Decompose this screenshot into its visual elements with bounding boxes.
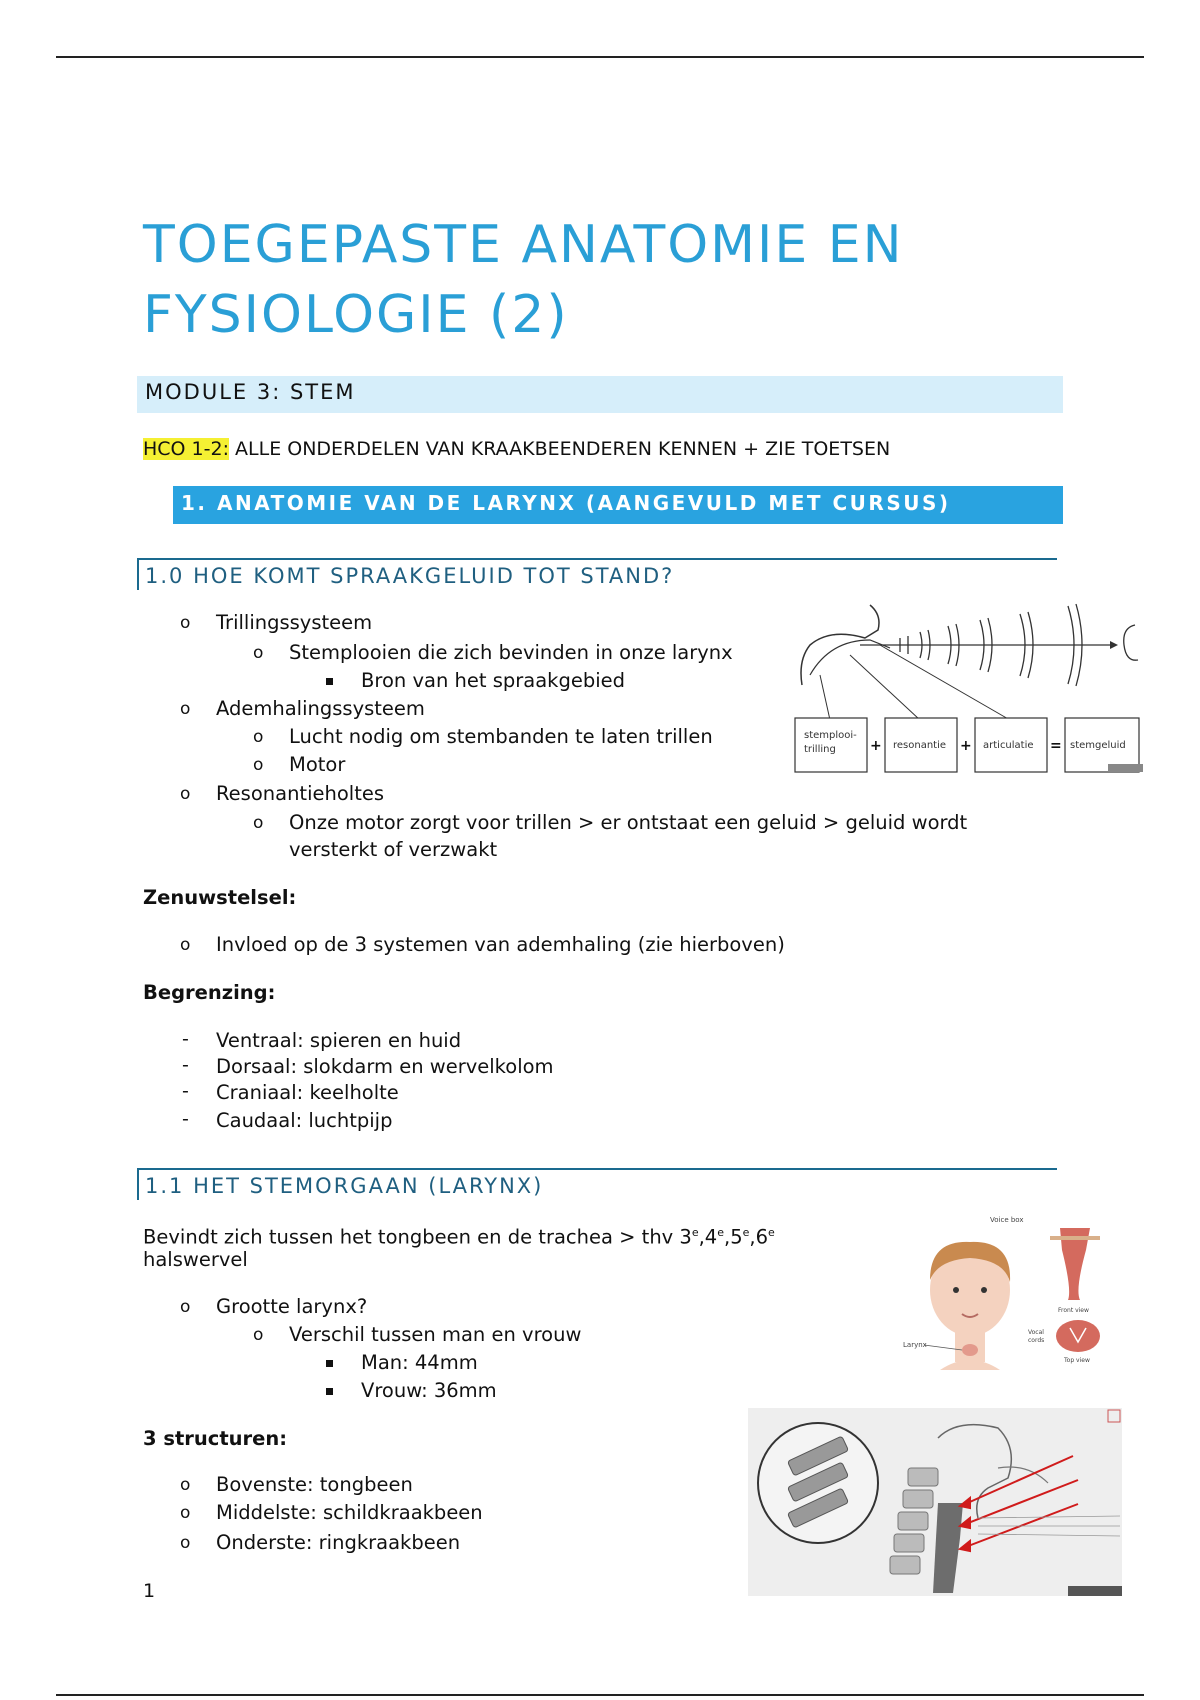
list-item: Man: 44mm <box>361 1351 478 1374</box>
begrenzing-item: Craniaal: keelholte <box>216 1081 399 1104</box>
heading-1-0: 1.0 HOE KOMT SPRAAKGELUID TOT STAND? <box>137 558 1057 590</box>
fig-label-cords: cords <box>1028 1337 1045 1344</box>
list-item: Resonantieholtes <box>216 782 384 805</box>
heading-1-1: 1.1 HET STEMORGAAN (LARYNX) <box>137 1168 1057 1200</box>
larynx-anatomy-figure <box>748 1408 1122 1596</box>
bullet: o <box>180 1475 191 1495</box>
list-item: Onderste: ringkraakbeen <box>216 1531 461 1554</box>
list-item: Verschil tussen man en vrouw <box>289 1323 582 1346</box>
fig-label-voicebox: Voice box <box>990 1216 1024 1224</box>
bullet: o <box>180 1297 191 1317</box>
square-bullet-icon <box>326 678 333 685</box>
fig-label-vocal: Vocal <box>1028 1329 1044 1336</box>
list-item: Grootte larynx? <box>216 1295 368 1318</box>
dash-bullet: - <box>182 1080 189 1102</box>
list-item: Trillingssysteem <box>216 611 373 634</box>
bottom-rule <box>56 1694 1144 1696</box>
begrenzing-item: Ventraal: spieren en huid <box>216 1029 462 1052</box>
list-item: Stemplooien die zich bevinden in onze larynx <box>289 641 733 664</box>
top-rule <box>56 56 1144 58</box>
fig-label-top: Top view <box>1064 1357 1090 1364</box>
list-item: Middelste: schildkraakbeen <box>216 1501 483 1524</box>
speech-diagram <box>790 600 1145 780</box>
diagram-box-1-line-2: trilling <box>804 744 836 755</box>
diagram-box-3: articulatie <box>983 740 1034 751</box>
module-heading: MODULE 3: STEM <box>137 376 1063 413</box>
bullet: o <box>253 727 264 747</box>
plus-sign: + <box>870 738 882 754</box>
bullet: o <box>180 784 191 804</box>
list-item: Invloed op de 3 systemen van ademhaling (zie hierboven) <box>216 933 785 956</box>
list-item: Ademhalingssysteem <box>216 697 425 720</box>
fig-label-larynx: Larynx <box>903 1341 927 1349</box>
bullet: o <box>253 643 264 663</box>
begrenzing-item: Dorsaal: slokdarm en wervelkolom <box>216 1055 554 1078</box>
hco-highlight: HCO 1-2: <box>143 438 229 460</box>
dash-bullet: - <box>182 1028 189 1050</box>
paragraph-line-2: halswervel <box>143 1248 248 1271</box>
bullet: o <box>253 755 264 775</box>
bullet: o <box>180 613 191 633</box>
diagram-box-1-line-1: stemplooi- <box>804 730 857 741</box>
zenuwstelsel-label: Zenuwstelsel: <box>143 886 297 909</box>
list-item-continued: versterkt of verzwakt <box>289 838 498 861</box>
bullet: o <box>180 699 191 719</box>
plus-sign: + <box>960 738 972 754</box>
diagram-box-2: resonantie <box>893 740 947 751</box>
heading-1: 1. ANATOMIE VAN DE LARYNX (AANGEVULD MET CURSUS) <box>173 486 1063 524</box>
hco-text: ALLE ONDERDELEN VAN KRAAKBEENDEREN KENNEN + ZIE TOETSEN <box>228 438 891 460</box>
begrenzing-item: Caudaal: luchtpijp <box>216 1109 393 1132</box>
bullet: o <box>180 1503 191 1523</box>
list-item: Vrouw: 36mm <box>361 1379 497 1402</box>
list-item: Bron van het spraakgebied <box>361 669 625 692</box>
document-title: TOEGEPASTE ANATOMIE EN FYSIOLOGIE (2) <box>143 215 904 345</box>
list-item: Motor <box>289 753 346 776</box>
hco-line <box>143 438 890 460</box>
list-item: Lucht nodig om stembanden te laten trillen <box>289 725 713 748</box>
diagram-box-4: stemgeluid <box>1070 740 1126 751</box>
square-bullet-icon <box>326 1388 333 1395</box>
equals-sign: = <box>1050 738 1062 754</box>
bullet: o <box>180 1533 191 1553</box>
square-bullet-icon <box>326 1360 333 1367</box>
list-item: Onze motor zorgt voor trillen > er ontstaat een geluid > geluid wordt <box>289 811 968 834</box>
list-item: Bovenste: tongbeen <box>216 1473 413 1496</box>
larynx-child-figure <box>900 1210 1130 1375</box>
dash-bullet: - <box>182 1054 189 1076</box>
structuren-label: 3 structuren: <box>143 1427 288 1450</box>
paragraph-line-1: Bevindt zich tussen het tongbeen en de trachea > thv 3e,4e,5e,6e <box>143 1225 775 1249</box>
page-number: 1 <box>143 1580 156 1602</box>
bullet: o <box>180 935 191 955</box>
fig-label-front: Front view <box>1058 1307 1089 1314</box>
dash-bullet: - <box>182 1108 189 1130</box>
begrenzing-label: Begrenzing: <box>143 981 276 1004</box>
bullet: o <box>253 1325 264 1345</box>
bullet: o <box>253 813 264 833</box>
